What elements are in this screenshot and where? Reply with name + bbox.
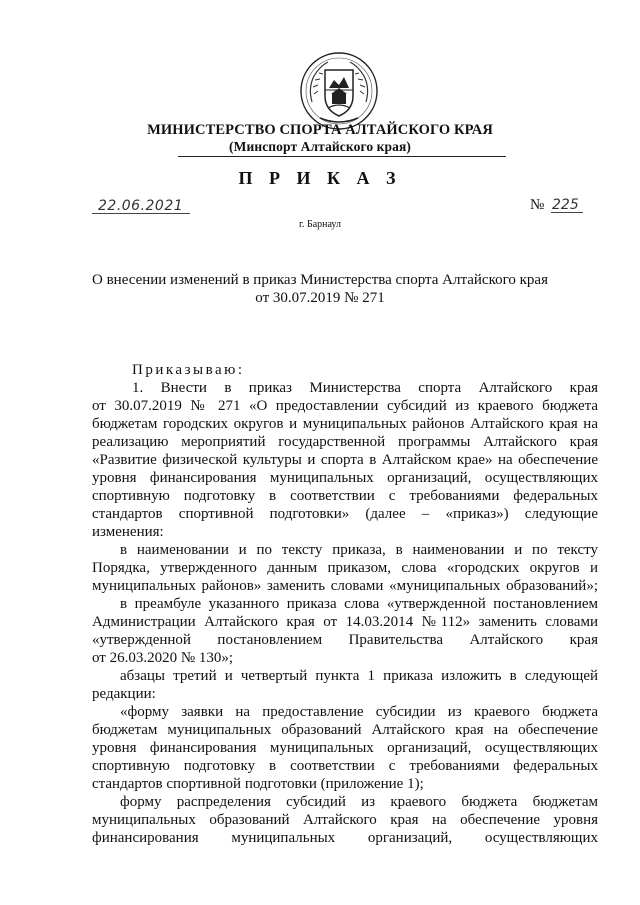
date-underline bbox=[92, 213, 190, 214]
issue-city: г. Барнаул bbox=[299, 219, 341, 230]
body-line: Приказываю: bbox=[132, 362, 245, 378]
number-underline bbox=[551, 212, 583, 213]
body-line: муниципальных образований Алтайского края на обеспечение уровня bbox=[92, 812, 598, 828]
header-divider bbox=[178, 156, 506, 157]
body-line: спортивную подготовку в соответствии с требованиями федеральных bbox=[92, 758, 598, 774]
body-line: Администрации Алтайского края от 14.03.2014 №112» заменить словами bbox=[92, 614, 598, 630]
body-line: в наименовании и по тексту приказа, в наименовании и по тексту bbox=[120, 542, 598, 558]
body-line: муниципальных районов» заменить словами «муниципальных образований»; bbox=[92, 578, 598, 594]
body-line: «Развитие физической культуры и спорта в Алтайском крае» на обеспечение bbox=[92, 452, 598, 468]
body-line: в преамбуле указанного приказа слова «утвержденной постановлением bbox=[120, 596, 598, 612]
altai-coat-of-arms-icon bbox=[298, 50, 380, 132]
body-line: реализацию мероприятий государственной программы Алтайского края bbox=[92, 434, 598, 450]
body-line: от 30.07.2019 № 271 «О предоставлении субсидий из краевого бюджета bbox=[92, 398, 598, 414]
ministry-short-name: (Минспорт Алтайского края) bbox=[229, 139, 411, 154]
document-title: П Р И К А З bbox=[238, 168, 402, 188]
body-line: уровня финансирования муниципальных организаций, осуществляющих bbox=[92, 470, 598, 486]
body-line: редакции: bbox=[92, 686, 156, 702]
body-line: форму распределения субсидий из краевого бюджета бюджетам bbox=[120, 794, 598, 810]
body-line: «форму заявки на предоставление субсидии из краевого бюджета bbox=[120, 704, 598, 720]
body-line: бюджетам городских округов и муниципальных районов Алтайского края на bbox=[92, 416, 598, 432]
number-sign: № bbox=[530, 197, 545, 213]
body-line: 1. Внести в приказ Министерства спорта Алтайского края bbox=[132, 380, 598, 396]
body-line: изменения: bbox=[92, 524, 164, 540]
body-line: бюджетам муниципальных образований Алтайского края на обеспечение bbox=[92, 722, 598, 738]
body-line: абзацы третий и четвертый пункта 1 приказа изложить в следующей bbox=[120, 668, 598, 684]
body-line: от 26.03.2020 № 130»; bbox=[92, 650, 234, 666]
ministry-name: МИНИСТЕРСТВО СПОРТА АЛТАЙСКОГО КРАЯ bbox=[147, 122, 493, 138]
body-line: стандартов спортивной подготовки» (далее – «приказ») следующие bbox=[92, 506, 598, 522]
body-line: уровня финансирования муниципальных организаций, осуществляющих bbox=[92, 740, 598, 756]
body-line: «утвержденной постановлением Правительства Алтайского края bbox=[92, 632, 598, 648]
subject-line-1: О внесении изменений в приказ Министерства спорта Алтайского края bbox=[92, 272, 548, 288]
subject-line-2: от 30.07.2019 № 271 bbox=[255, 290, 385, 306]
body-line: стандартов спортивной подготовки (приложение 1); bbox=[92, 776, 424, 792]
handwritten-date: 22.06.2021 bbox=[98, 198, 184, 214]
body-line: спортивную подготовку в соответствии с требованиями федеральных bbox=[92, 488, 598, 504]
handwritten-number: 225 bbox=[552, 197, 579, 213]
body-line: финансирования муниципальных организаций, осуществляющих bbox=[92, 830, 598, 846]
body-line: Порядка, утвержденного данным приказом, слова «городских округов и bbox=[92, 560, 598, 576]
